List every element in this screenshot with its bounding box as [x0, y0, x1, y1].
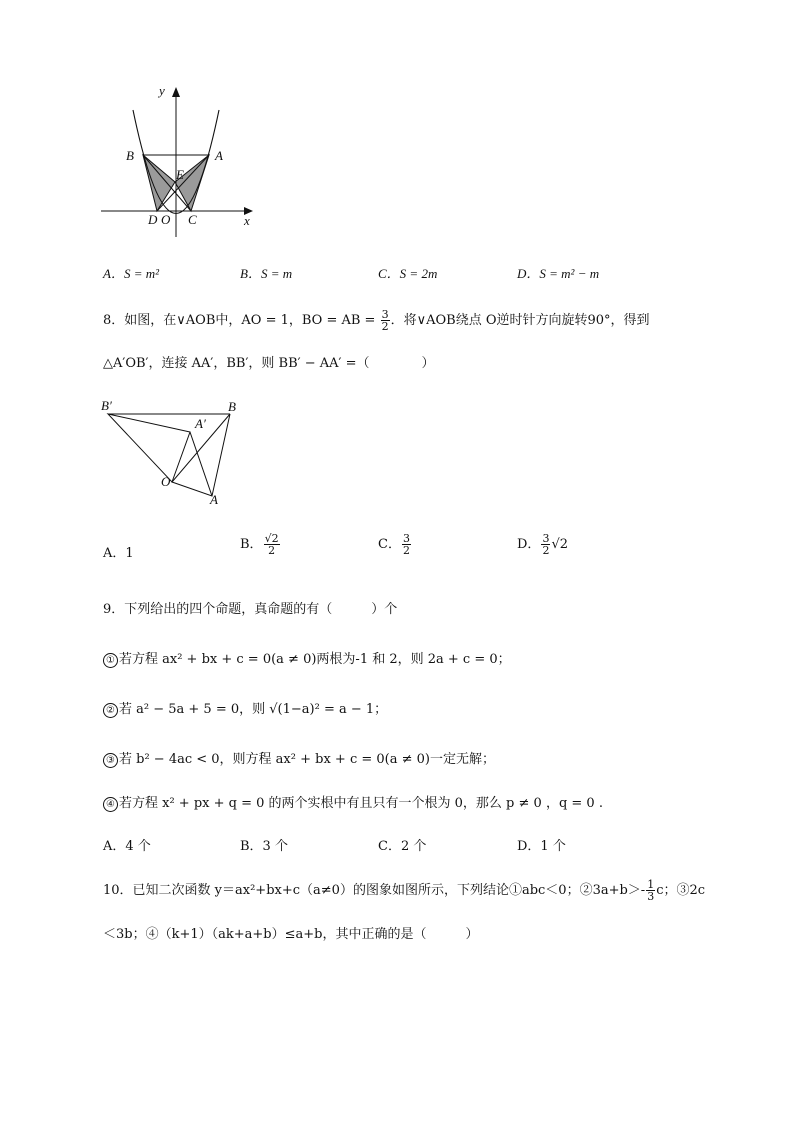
q9-proposition-3: ③ 若 b² − 4ac < 0，则方程 ax² + bx + c = 0(a ≠ 0)一定无解；: [103, 748, 495, 768]
q10-stem-line1: 10．已知二次函数 y＝ax²+bx+c（a≠0）的图象如图所示，下列结论①abc＜0；②3a+b＞- $\frac{1}{3}$ c；③2c: [103, 878, 706, 903]
q8-stem-line1: [103, 306, 650, 336]
label-E: E: [176, 167, 184, 182]
label-A: A: [215, 148, 223, 163]
q8-option-b[interactable]: B． $\frac{√2}{2}$: [240, 532, 279, 557]
label-B: B: [126, 148, 134, 163]
q7-option-b[interactable]: B．S = m: [240, 266, 293, 281]
q10-stem-line2: ＜3b；④（k+1）（ak+a+b）≤a+b，其中正确的是（ ）: [103, 927, 479, 942]
label-A: A: [210, 492, 218, 507]
y-axis-arrow: [172, 87, 180, 97]
q9-proposition-4: ④ 若方程 x² + px + q = 0 的两个实根中有且只有一个根为 0，那么 p ≠ 0 ，q = 0 .: [103, 792, 603, 812]
label-O: O: [161, 212, 171, 227]
q8-stem-line2: △A′OB′，连接 AA′，BB′，则 BB′ − AA′ =（ ）: [103, 356, 435, 371]
q7-figure: [95, 82, 265, 242]
triangle-ApOBp: [108, 414, 190, 482]
q8-option-d[interactable]: D． $\frac{3}{2}$ √2: [517, 532, 568, 557]
q9-proposition-1: ① 若方程 ax² + bx + c = 0(a ≠ 0)两根为-1 和 2，则 2a + c = 0；: [103, 648, 511, 668]
q9-stem: 9．下列给出的四个命题，真命题的有（ ）个: [103, 602, 398, 617]
q9-option-b[interactable]: B．3 个: [240, 839, 288, 854]
q7-option-a[interactable]: A．S = m²: [103, 266, 159, 281]
label-B: B: [228, 399, 236, 414]
q8-fraction: $\frac{3}{2}$: [381, 308, 389, 333]
shaded-triangle-right: [175, 155, 209, 211]
q9-option-d[interactable]: D．1 个: [517, 839, 566, 854]
segment-AAp: [190, 432, 212, 496]
q9-option-c[interactable]: C．2 个: [378, 839, 427, 854]
label-Bp: B′: [101, 398, 112, 413]
q10-fraction: $\frac{1}{3}$: [647, 878, 655, 903]
q8-option-a[interactable]: A．1: [103, 546, 134, 561]
label-x: x: [244, 213, 250, 228]
label-y: y: [159, 83, 165, 98]
shaded-triangle-left: [143, 155, 175, 211]
q9-proposition-2: ② 若 a² − 5a + 5 = 0，则 √(1−a)² = a − 1；: [103, 698, 387, 718]
label-C: C: [188, 212, 197, 227]
q8-stem-part2: ．将∨AOB绕点 O逆时针方向旋转90°，得到: [390, 313, 650, 328]
q8-option-c[interactable]: C． $\frac{3}{2}$: [378, 532, 410, 557]
label-O: O: [161, 474, 171, 489]
q7-option-c[interactable]: C．S = 2m: [378, 266, 438, 281]
q7-option-d[interactable]: D．S = m² − m: [517, 266, 600, 281]
label-Ap: A′: [195, 416, 206, 431]
q8-figure: [97, 396, 247, 511]
label-D: D: [148, 212, 158, 227]
q9-option-a[interactable]: A．4 个: [103, 839, 151, 854]
q8-stem-part1: 8．如图，在∨AOB中，AO = 1，BO = AB =: [103, 313, 380, 328]
